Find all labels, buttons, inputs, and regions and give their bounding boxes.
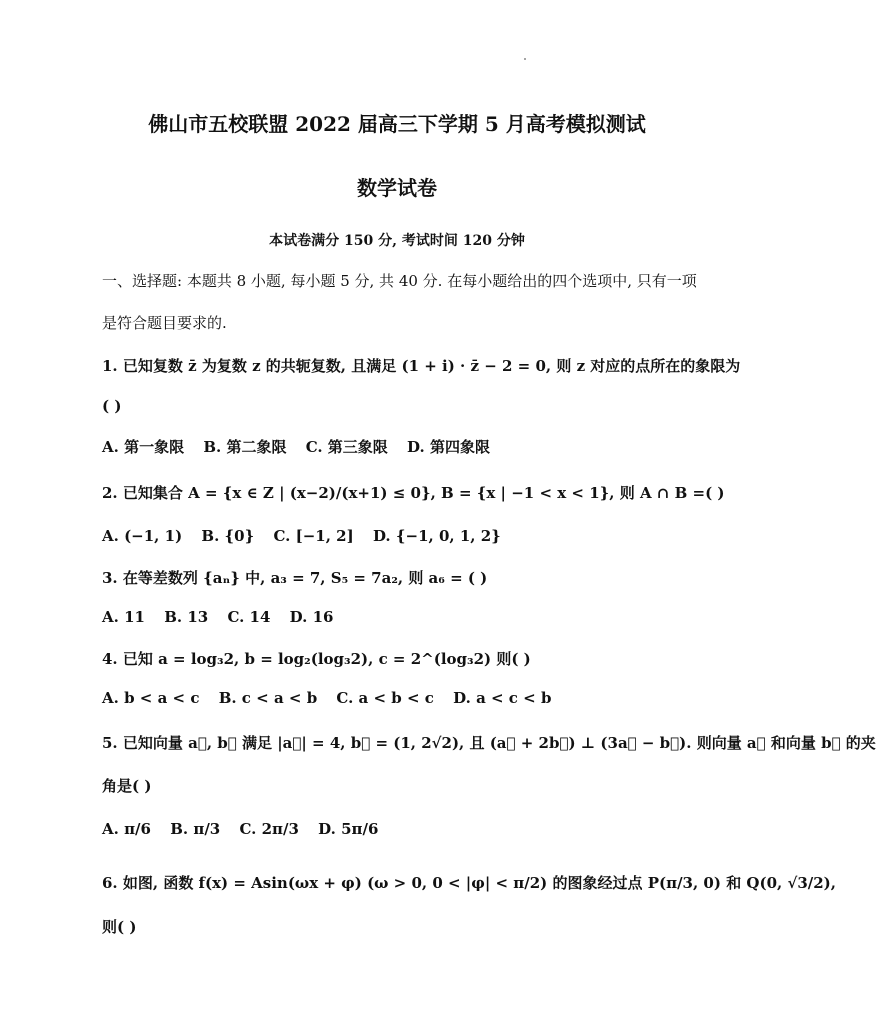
q4-option-d: D. a < c < b [453,689,552,707]
q2-option-c: C. [−1, 2] [273,527,354,545]
q3-option-b: B. 13 [164,608,209,626]
section-heading-line1: 一、选择题: 本题共 8 小题, 每小题 5 分, 共 40 分. 在每小题给出的四个选项中, 只有一项 [102,272,697,290]
q5-options [102,820,392,838]
q4-option-b: B. c < a < b [218,689,318,707]
q4-options [102,689,565,707]
q4-option-c: C. a < b < c [336,689,434,707]
q5-option-c: C. 2π/3 [239,820,299,838]
q2-option-d: D. {−1, 0, 1, 2} [372,527,501,545]
q1-stem-cont: ( ) [102,397,122,415]
q2-stem: 2. 已知集合 A = {x ∈ Z | (x−2)/(x+1) ≤ 0}, B = {x | −1 < x < 1}, 则 A ∩ B =( ) [102,484,725,502]
exam-title: 佛山市五校联盟 2022 届高三下学期 5 月高考模拟测试 [148,112,646,136]
q3-option-a: A. 11 [102,608,145,626]
q5-option-a: A. π/6 [102,820,151,838]
q4-option-a: A. b < a < c [102,689,200,707]
q1-option-b: B. 第二象限 [203,438,287,456]
q1-options [102,436,504,457]
q5-stem-cont: 角是( ) [102,777,152,795]
q5-stem: 5. 已知向量 a⃗, b⃗ 满足 |a⃗| = 4, b⃗ = (1, 2√2), 且 (a⃗ + 2b⃗) ⊥ (3a⃗ − b⃗). 则向量 a⃗ 和向量 b⃗ 的夹 [102,734,876,752]
section-heading-line2: 是符合题目要求的. [102,314,227,332]
exam-note: 本试卷满分 150 分, 考试时间 120 分钟 [269,233,525,249]
q1-option-d: D. 第四象限 [407,438,490,456]
exam-subtitle: 数学试卷 [357,176,437,200]
q6-stem-cont: 则( ) [102,918,137,936]
q1-option-c: C. 第三象限 [305,438,388,456]
q4-stem: 4. 已知 a = log₃2, b = log₂(log₃2), c = 2^(log₃2) 则( ) [102,650,531,668]
q3-option-c: C. 14 [227,608,271,626]
scan-speck [524,58,526,60]
q2-option-a: A. (−1, 1) [102,527,183,545]
q3-stem: 3. 在等差数列 {aₙ} 中, a₃ = 7, S₅ = 7a₂, 则 a₆ = ( ) [102,569,488,587]
q1-option-a: A. 第一象限 [102,438,185,456]
q6-stem: 6. 如图, 函数 f(x) = Asin(ωx + φ) (ω > 0, 0 < |φ| < π/2) 的图象经过点 P(π/3, 0) 和 Q(0, √3/2), [102,874,836,892]
q5-option-d: D. 5π/6 [318,820,379,838]
q1-stem: 1. 已知复数 z̄ 为复数 z 的共轭复数, 且满足 (1 + i) · z̄ − 2 = 0, 则 z 对应的点所在的象限为 [102,357,741,375]
q3-options [102,608,347,626]
q3-option-d: D. 16 [289,608,334,626]
q5-option-b: B. π/3 [170,820,221,838]
q2-options [102,527,515,545]
q2-option-b: B. {0} [201,527,255,545]
